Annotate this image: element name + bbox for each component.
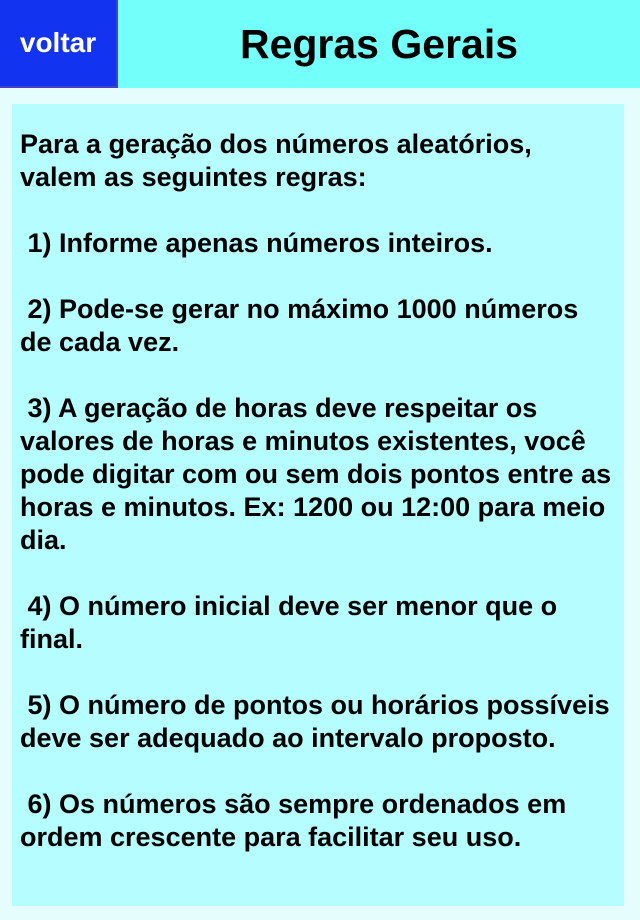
title-area xyxy=(118,0,640,88)
rule-item-5: 5) O número de pontos ou horários possíveis deve ser adequado ao intervalo proposto. xyxy=(20,690,618,753)
page-title: Regras Gerais xyxy=(239,20,519,67)
rules-intro: Para a geração dos números aleatórios, valem as seguintes regras: xyxy=(20,129,540,192)
header-bar xyxy=(0,0,640,88)
rule-item-3: 3) A geração de horas deve respeitar os valores de horas e minutos existentes, você pode digitar com ou sem dois pontos entre as horas e minutos. Ex: 1200 ou 12:00 para meio dia. xyxy=(20,393,619,555)
back-button[interactable]: voltar xyxy=(0,0,118,88)
rule-item-1: 1) Informe apenas números inteiros. xyxy=(20,228,493,258)
rule-item-4: 4) O número inicial deve ser menor que o final. xyxy=(20,591,565,654)
rules-panel xyxy=(12,104,624,906)
rule-item-6: 6) Os números são sempre ordenados em ordem crescente para facilitar seu uso. xyxy=(20,789,574,852)
rule-item-2: 2) Pode-se gerar no máximo 1000 números de cada vez. xyxy=(20,294,586,357)
